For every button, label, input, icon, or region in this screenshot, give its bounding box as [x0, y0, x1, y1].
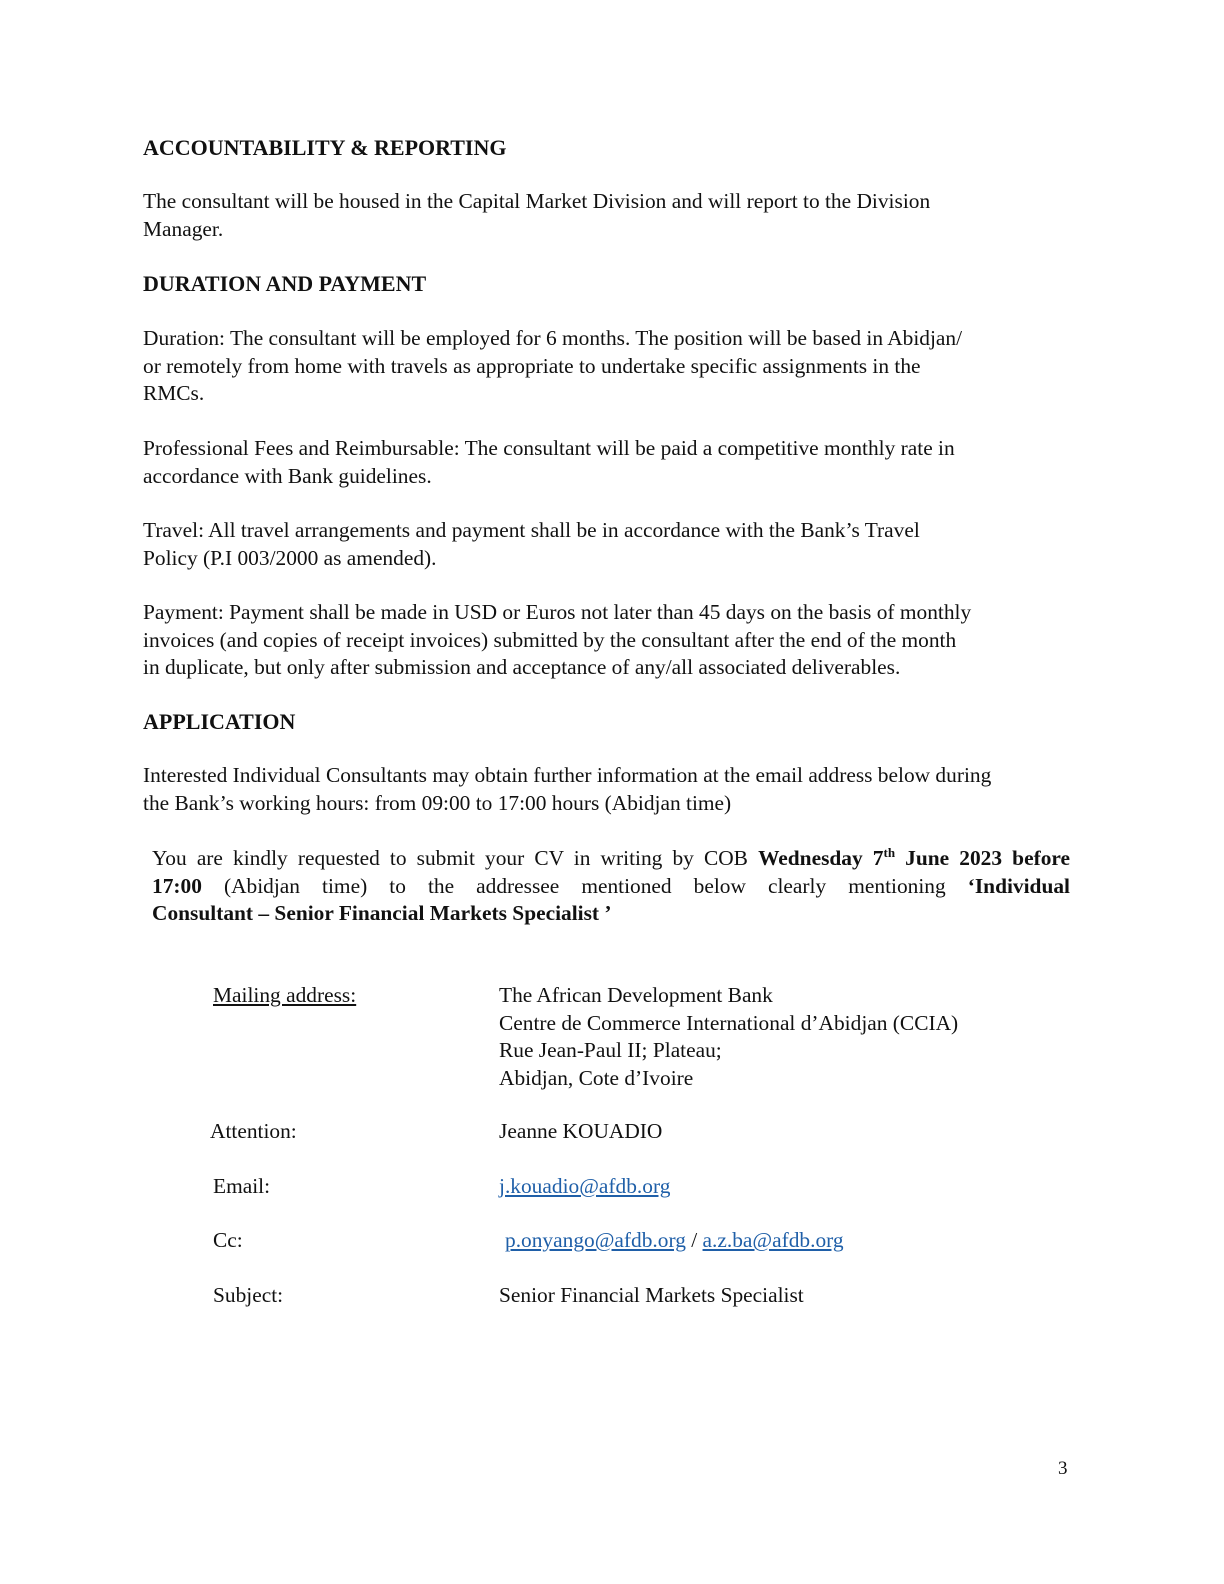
- paragraph-travel: [143, 517, 1078, 572]
- cc-email-link-1[interactable]: p.onyango@afdb.org: [505, 1228, 686, 1252]
- paragraph-fees: [143, 435, 1078, 490]
- text-line: [152, 845, 1070, 873]
- text-line: Professional Fees and Reimbursable: The consultant will be paid a competitive monthly rate in: [143, 436, 955, 460]
- text-line: RMCs.: [143, 381, 205, 405]
- address-line: The African Development Bank: [499, 983, 773, 1007]
- request-text: You are kindly requested to submit your CV in writing by COB: [152, 846, 759, 870]
- address-line: Rue Jean-Paul II; Plateau;: [499, 1038, 722, 1062]
- subject-quote-end: Consultant – Senior Financial Markets Specialist ’: [152, 901, 612, 925]
- heading-duration-payment: DURATION AND PAYMENT: [143, 271, 427, 296]
- email-value: [499, 1173, 670, 1201]
- text-line: Interested Individual Consultants may obtain further information at the email address below during: [143, 763, 992, 787]
- deadline-day: Wednesday 7: [758, 846, 884, 870]
- mailing-address-value: [499, 982, 958, 1092]
- text-line: Duration: The consultant will be employed for 6 months. The position will be based in Abidjan/: [143, 326, 963, 350]
- text-line: the Bank’s working hours: from 09:00 to 17:00 hours (Abidjan time): [143, 790, 732, 815]
- paragraph-accountability: [143, 188, 1078, 243]
- heading-accountability: ACCOUNTABILITY & REPORTING: [143, 135, 507, 160]
- deadline-month-year: June 2023 before: [895, 846, 1070, 870]
- text-line: The consultant will be housed in the Capital Market Division and will report to the Division: [143, 189, 931, 213]
- deadline-time: 17:00: [152, 873, 202, 898]
- email-label: Email:: [213, 1174, 271, 1198]
- subject-quote-start: ‘Individual: [967, 873, 1070, 898]
- paragraph-duration: [143, 325, 1078, 408]
- heading-application: APPLICATION: [143, 709, 296, 734]
- text-line: in duplicate, but only after submission and acceptance of any/all associated deliverables.: [143, 655, 901, 679]
- text-line: invoices (and copies of receipt invoices) submitted by the consultant after the end of the month: [143, 627, 957, 652]
- deadline-date: [758, 846, 1070, 870]
- cc-email-link-2[interactable]: a.z.ba@afdb.org: [702, 1228, 844, 1252]
- address-line: Abidjan, Cote d’Ivoire: [499, 1065, 694, 1090]
- text-line: [152, 900, 1070, 928]
- paragraph-payment: [143, 599, 1078, 682]
- text-line: [152, 873, 1070, 901]
- mailing-address-label: Mailing address:: [213, 983, 357, 1007]
- text-line: Payment: Payment shall be made in USD or Euros not later than 45 days on the basis of monthly: [143, 600, 972, 624]
- text-line: Policy (P.I 003/2000 as amended).: [143, 545, 437, 570]
- attention-label: Attention:: [210, 1119, 297, 1143]
- cc-label: Cc:: [213, 1228, 243, 1252]
- attention-value: Jeanne KOUADIO: [499, 1119, 663, 1143]
- cc-value: [505, 1227, 844, 1255]
- subject-label: Subject:: [213, 1283, 284, 1307]
- page-number: 3: [1058, 1458, 1068, 1479]
- paragraph-application-info: [143, 762, 1078, 817]
- email-link[interactable]: j.kouadio@afdb.org: [499, 1174, 671, 1198]
- paragraph-application-request: [152, 845, 1070, 928]
- text-line: accordance with Bank guidelines.: [143, 463, 432, 488]
- address-line: Centre de Commerce International d’Abidjan (CCIA): [499, 1010, 959, 1035]
- subject-value: Senior Financial Markets Specialist: [499, 1283, 804, 1307]
- text-line: Travel: All travel arrangements and payment shall be in accordance with the Bank’s Travel: [143, 518, 920, 542]
- text-line: or remotely from home with travels as appropriate to undertake specific assignments in the: [143, 353, 921, 378]
- request-text: (Abidjan time) to the addressee mentioned below clearly mentioning: [201, 873, 968, 898]
- cc-separator: /: [685, 1228, 703, 1252]
- text-line: Manager.: [143, 216, 224, 241]
- ordinal-suffix: th: [883, 844, 896, 860]
